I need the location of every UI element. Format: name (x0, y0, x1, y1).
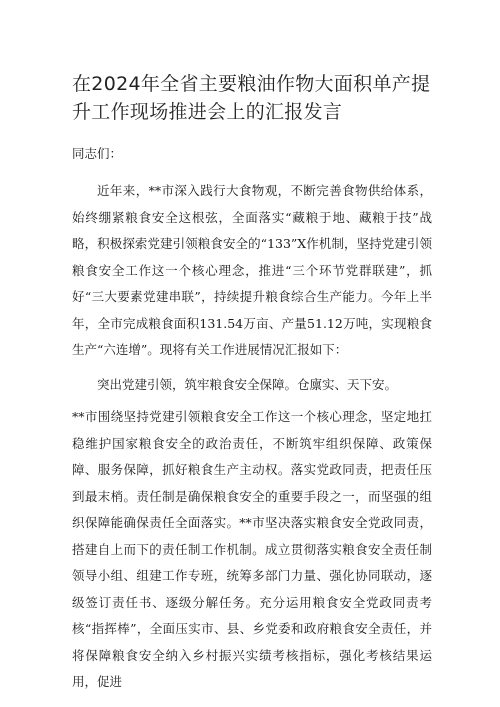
paragraph-intro: 近年来，**市深入践行大食物观，不断完善食物供给体系，始终绷紧粮食安全这根弦，全面落实“藏粮于地、藏粮于技”战略，积极探索党建引领粮食安全的“133”X作机制，坚持党建引领粮食安全工作这一个核心理念，推进“三个环节党群联建”，抓好“三大要素党建串联”，持续提升粮食综合生产能力。今年上半年，全市完成粮食面积131.54万亩、产量51.12万吨，实现粮食生产“六连增”。现将有关工作进展情况汇报如下： (72, 183, 432, 357)
paragraph-body: **市围绕坚持党建引领粮食安全工作这一个核心理念，坚定地扛稳维护国家粮食安全的政治责任，不断筑牢组织保障、政策保障、服务保障，抓好粮食生产主动权。落实党政同责，把责任压到最末梢。责任制是确保粮食安全的重要手段之一，而坚强的组织保障能确保责任全面落实。**市坚决落实粮食安全党政同责，搭建自上而下的责任制工作机制。成立贯彻落实粮食安全责任制领导小组、组建工作专班，统筹多部门力量、强化协同联动，逐级签订责任书、逐级分解任务。充分运用粮食安全党政同责考核“指挥棒”，全面压实市、县、乡党委和政府粮食安全责任，并将保障粮食安全纳入乡村振兴实绩考核指标，强化考核结果运用，促进 (72, 409, 432, 689)
paragraph-section-heading: 突出党建引领，筑牢粮食安全保障。仓廪实、天下安。 (97, 376, 398, 392)
document-title: 在2024年全省主要粮油作物大面积单产提升工作现场推进会上的汇报发言 (72, 73, 431, 123)
salutation: 同志们： (72, 146, 123, 161)
